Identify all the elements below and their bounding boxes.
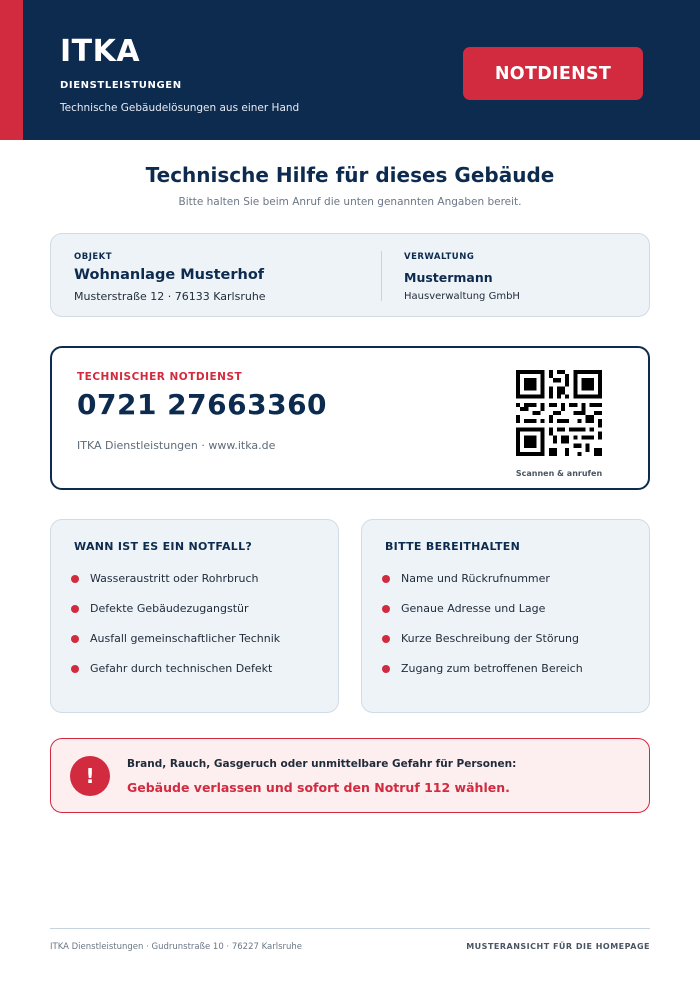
administration-name: Mustermann <box>404 270 493 285</box>
list-item: Genaue Adresse und Lage <box>382 602 545 615</box>
qr-code-icon[interactable] <box>516 370 602 456</box>
list-item: Kurze Beschreibung der Störung <box>382 632 579 645</box>
hotline-card <box>50 346 650 490</box>
object-info-card <box>50 233 650 317</box>
list-item: Zugang zum betroffenen Bereich <box>382 662 583 675</box>
list-item: Ausfall gemeinschaftlicher Technik <box>71 632 280 645</box>
emergency-list-title: WANN IST ES EIN NOTFALL? <box>74 540 253 553</box>
object-address: Musterstraße 12 · 76133 Karlsruhe <box>74 290 266 303</box>
emergency-criteria-card <box>50 519 339 713</box>
prepare-list-title: BITTE BEREITHALTEN <box>385 540 521 553</box>
bullet-icon <box>71 635 79 643</box>
object-label: OBJEKT <box>74 252 113 262</box>
alert-line-1: Brand, Rauch, Gasgeruch oder unmittelbare Gefahr für Personen: <box>127 758 517 770</box>
notdienst-button[interactable]: NOTDIENST <box>463 47 643 100</box>
hotline-label: TECHNISCHER NOTDIENST <box>77 371 243 383</box>
list-item: Name und Rückrufnummer <box>382 572 550 585</box>
bullet-icon <box>71 665 79 673</box>
prepare-info-card <box>361 519 650 713</box>
hotline-phone-number[interactable]: 0721 27663360 <box>77 388 328 421</box>
info-divider <box>381 251 382 301</box>
page-title: Technische Hilfe für dieses Gebäude <box>145 163 555 187</box>
footer-address: ITKA Dienstleistungen · Gudrunstraße 10 · 76227 Karlsruhe <box>50 942 302 952</box>
header <box>0 0 700 140</box>
qr-caption: Scannen & anrufen <box>515 469 603 478</box>
list-item: Defekte Gebäudezugangstür <box>71 602 249 615</box>
list-item: Wasseraustritt oder Rohrbruch <box>71 572 259 585</box>
administration-subtitle: Hausverwaltung GmbH <box>404 291 520 302</box>
bullet-icon <box>382 605 390 613</box>
bullet-icon <box>71 605 79 613</box>
administration-label: VERWALTUNG <box>404 252 475 262</box>
exclamation-icon: ! <box>70 756 110 796</box>
header-accent-bar <box>0 0 23 140</box>
bullet-icon <box>71 575 79 583</box>
brand-logo: ITKA <box>60 34 141 69</box>
brand-subtitle: DIENSTLEISTUNGEN <box>60 80 182 91</box>
bullet-icon <box>382 635 390 643</box>
bullet-icon <box>382 665 390 673</box>
object-name: Wohnanlage Musterhof <box>74 267 265 283</box>
emergency-alert-box <box>50 738 650 813</box>
hotline-website[interactable]: ITKA Dienstleistungen · www.itka.de <box>77 439 276 452</box>
brand-tagline: Technische Gebäudelösungen aus einer Hand <box>60 102 300 114</box>
footer-divider <box>50 928 650 929</box>
list-item: Gefahr durch technischen Defekt <box>71 662 272 675</box>
page-subtitle: Bitte halten Sie beim Anruf die unten genannten Angaben bereit. <box>178 196 522 208</box>
bullet-icon <box>382 575 390 583</box>
footer-note: MUSTERANSICHT FÜR DIE HOMEPAGE <box>466 942 650 951</box>
alert-line-2: Gebäude verlassen und sofort den Notruf 112 wählen. <box>127 780 510 795</box>
